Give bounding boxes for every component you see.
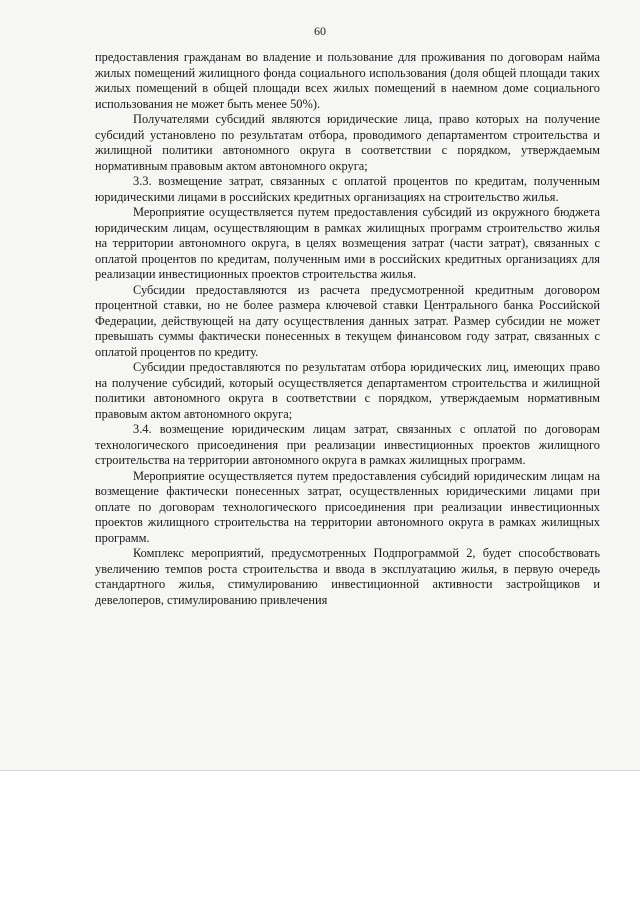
paragraph: 3.4. возмещение юридическим лицам затрат, связанных с оплатой по договорам технологического присоединения при реализации инвестиционных проектов жилищного строительства на территории автономного округа в рамках жилищных программ. (95, 422, 600, 467)
paragraph: Получателями субсидий являются юридические лица, право которых на получение субсидий установлено по результатам отбора, проводимого департаментом строительства и жилищной политики автономного округа в соответствии с порядком, утверждаемым нормативным правовым актом автономного округа; (95, 112, 600, 173)
document-body (95, 50, 600, 608)
paragraph: Комплекс мероприятий, предусмотренных Подпрограммой 2, будет способствовать увеличению темпов роста строительства и ввода в эксплуатацию жилья, в первую очередь стандартного жилья, стимулированию инвестиционной активности застройщиков и девелоперов, стимулированию привлечения (95, 546, 600, 607)
paragraph: Субсидии предоставляются из расчета предусмотренной кредитным договором процентной ставки, но не более размера ключевой ставки Центрального банка Российской Федерации, действующей на дату осуществления данных затрат. Размер субсидии не может превышать суммы фактически понесенных в текущем финансовом году затрат, связанных с оплатой процентов по кредиту. (95, 282, 600, 359)
page-number: 60 (314, 24, 326, 38)
paragraph: Мероприятие осуществляется путем предоставления субсидий из окружного бюджета юридическим лицам, осуществляющим в рамках жилищных программ строительство жилья на территории автономного округа, в целях возмещения затрат (части затрат), связанных с оплатой процентов по кредитам, полученным ими в российских кредитных организациях для реализации инвестиционных проектов строительства жилья. (95, 205, 600, 281)
paragraph: Субсидии предоставляются по результатам отбора юридических лиц, имеющих право на получение субсидий, который осуществляется департаментом строительства и жилищной политики автономного округа в соответствии с порядком, утверждаемым нормативным правовым актом автономного округа; (95, 360, 600, 421)
paragraph: 3.3. возмещение затрат, связанных с оплатой процентов по кредитам, полученным юридическими лицами в российских кредитных организациях на строительство жилья. (95, 174, 600, 204)
paragraph: Мероприятие осуществляется путем предоставления субсидий юридическим лицам на возмещение фактически понесенных затрат, осуществленных юридическими лицами при оплате по договорам технологического присоединения при реализации инвестиционных проектов жилищного строительства на территории автономного округа в рамках жилищных программ. (95, 468, 600, 545)
paragraph: предоставления гражданам во владение и пользование для проживания по договорам найма жилых помещений жилищного фонда социального использования (доля общей площади таких жилых помещений в общей площади всех жилых помещений в наемном доме социального использования не может быть менее 50%). (95, 50, 600, 111)
